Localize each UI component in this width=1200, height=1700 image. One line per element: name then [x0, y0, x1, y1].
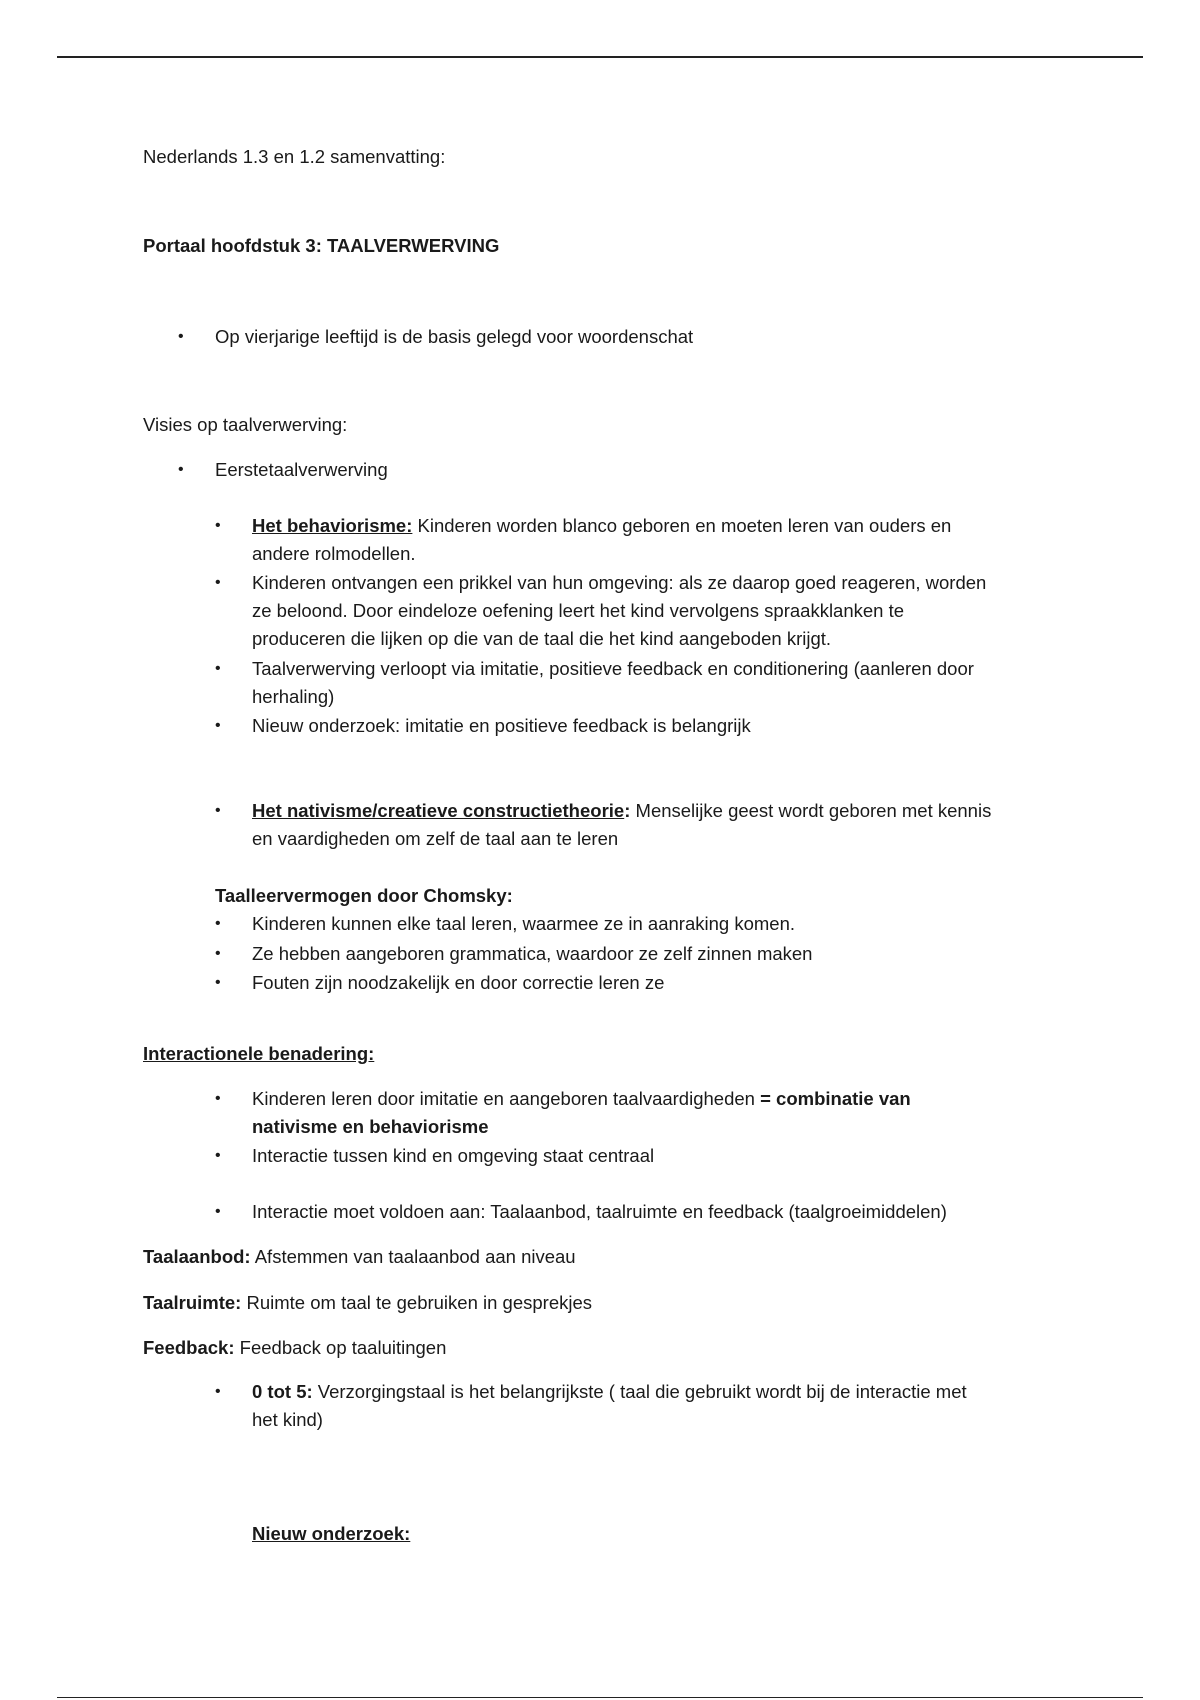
- intro-bullet: Op vierjarige leeftijd is de basis gelegd voor woordenschat: [215, 326, 694, 347]
- leeftijd-line-2: het kind): [252, 1409, 323, 1430]
- bullet-icon: •: [215, 1147, 221, 1164]
- chapter-name: TAALVERWERVING: [327, 235, 500, 256]
- bullet-icon: •: [215, 1090, 221, 1107]
- chomsky-item: Ze hebben aangeboren grammatica, waardoor ze zelf zinnen maken: [252, 943, 813, 964]
- prikkel-line-1: Kinderen ontvangen een prikkel van hun omgeving: als ze daarop goed reageren, worden: [252, 572, 987, 593]
- definition-text: Afstemmen van taalaanbod aan niveau: [250, 1246, 576, 1267]
- eerste-bullet: Eerstetaalverwerving: [215, 459, 388, 480]
- visies-heading: Visies op taalverwerving:: [143, 414, 348, 435]
- chapter-heading: [143, 232, 499, 260]
- interactie-1-bold: = combinatie van: [760, 1088, 911, 1109]
- bullet-icon: •: [178, 328, 184, 345]
- interactie-1-text: Kinderen leren door imitatie en aangeboren taalvaardigheden: [252, 1088, 761, 1109]
- bullet-icon: •: [215, 915, 221, 932]
- chomsky-item: Kinderen kunnen elke taal leren, waarmee ze in aanraking komen.: [252, 913, 795, 934]
- chapter-prefix: Portaal hoofdstuk 3:: [143, 235, 327, 256]
- nativisme-text: Menselijke geest wordt geboren met kennis: [630, 800, 992, 821]
- nativisme-colon: :: [624, 800, 631, 821]
- definition-text: Feedback op taaluitingen: [234, 1337, 447, 1358]
- definition-term: Taalruimte:: [143, 1292, 242, 1313]
- definition-term: Taalaanbod:: [143, 1246, 251, 1267]
- leeftijd-text: Verzorgingstaal is het belangrijkste ( taal die gebruikt wordt bij de interactie met: [312, 1381, 967, 1402]
- prikkel-line-3: produceren die lijken op die van de taal die het kind aangeboden krijgt.: [252, 628, 832, 649]
- nativisme-line-1: [252, 797, 991, 825]
- bullet-icon: •: [215, 717, 221, 734]
- leeftijd-line-1: [252, 1378, 967, 1406]
- nieuw-onderzoek-heading: Nieuw onderzoek:: [252, 1523, 411, 1544]
- bullet-icon: •: [215, 802, 221, 819]
- definition-taalaanbod: [143, 1243, 576, 1271]
- bullet-icon: •: [215, 974, 221, 991]
- bullet-icon: •: [215, 574, 221, 591]
- behaviorisme-line-2: andere rolmodellen.: [252, 543, 416, 564]
- bullet-icon: •: [215, 1203, 221, 1220]
- behaviorisme-line-1: [252, 512, 951, 540]
- definition-term: Feedback:: [143, 1337, 235, 1358]
- bullet-icon: •: [215, 945, 221, 962]
- definition-taalruimte: [143, 1289, 592, 1317]
- bottom-rule: [57, 1697, 1143, 1698]
- nieuw-onderzoek-bullet: Nieuw onderzoek: imitatie en positieve feedback is belangrijk: [252, 715, 751, 736]
- interactie-3: Interactie moet voldoen aan: Taalaanbod, taalruimte en feedback (taalgroeimiddelen): [252, 1201, 947, 1222]
- chomsky-item: Fouten zijn noodzakelijk en door correctie leren ze: [252, 972, 665, 993]
- bullet-icon: •: [215, 1383, 221, 1400]
- definition-feedback: [143, 1334, 446, 1362]
- imitatie-line-2: herhaling): [252, 686, 335, 707]
- prikkel-line-2: ze beloond. Door eindeloze oefening leert het kind vervolgens spraakklanken te: [252, 600, 905, 621]
- imitatie-line-1: Taalverwerving verloopt via imitatie, positieve feedback en conditionering (aanleren door: [252, 658, 974, 679]
- nativisme-line-2: en vaardigheden om zelf de taal aan te leren: [252, 828, 619, 849]
- leeftijd-term: 0 tot 5:: [252, 1381, 313, 1402]
- behaviorisme-text: Kinderen worden blanco geboren en moeten leren van ouders en: [412, 515, 952, 536]
- definition-text: Ruimte om taal te gebruiken in gesprekjes: [241, 1292, 593, 1313]
- interactie-1-line-1: [252, 1085, 911, 1113]
- document-title: Nederlands 1.3 en 1.2 samenvatting:: [143, 146, 446, 167]
- behaviorisme-term: Het behaviorisme:: [252, 515, 413, 536]
- interactie-1-line-2: nativisme en behaviorisme: [252, 1116, 489, 1137]
- bullet-icon: •: [215, 517, 221, 534]
- chomsky-heading: Taalleervermogen door Chomsky:: [215, 885, 513, 906]
- bullet-icon: •: [178, 461, 184, 478]
- bullet-icon: •: [215, 660, 221, 677]
- top-rule: [57, 56, 1143, 58]
- interactie-2: Interactie tussen kind en omgeving staat centraal: [252, 1145, 655, 1166]
- interactionele-heading: Interactionele benadering:: [143, 1043, 375, 1064]
- nativisme-term: Het nativisme/creatieve constructietheorie: [252, 800, 625, 821]
